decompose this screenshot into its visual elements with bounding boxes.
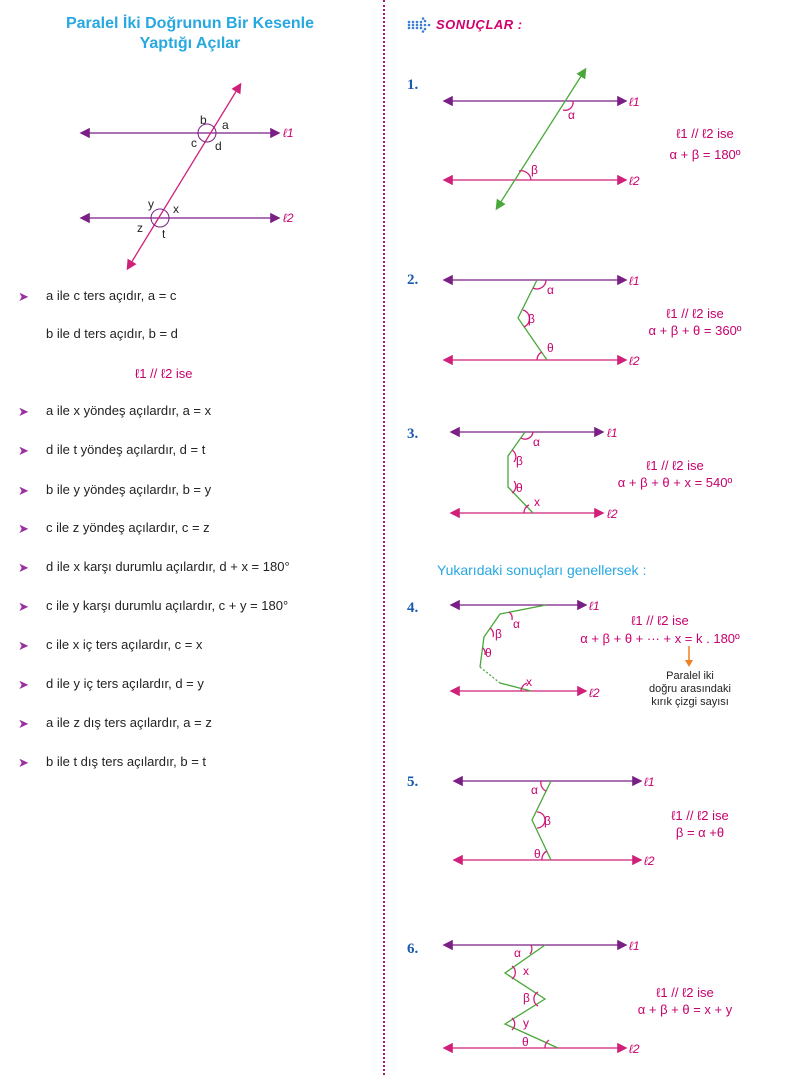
angle-label-c: c [191,136,197,150]
angle-label-z: z [137,221,143,235]
svg-text:θ: θ [485,646,492,660]
svg-text:β: β [531,163,538,177]
bullet-arrow-icon: ➤ [18,677,29,692]
svg-text:x: x [523,964,529,978]
angle-label-b: b [200,113,207,127]
result-6-equation: α + β + θ = x + y [637,1002,733,1017]
svg-text:ℓ1: ℓ1 [629,939,640,953]
result-number-6: 6. [407,941,419,957]
rule-text: b ile d ters açıdır, b = d [46,326,178,341]
diagram-3 [452,426,618,521]
angle-label-y: y [148,197,154,211]
rule-text: c ile z yöndeş açılardır, c = z [46,520,210,535]
svg-text:ℓ2: ℓ2 [607,507,618,521]
angle-label-x: x [173,202,179,216]
result-5-equation: β = α +θ [675,825,725,840]
rule-text: a ile z dış ters açılardır, a = z [46,715,212,730]
angle-label-d: d [215,139,222,153]
svg-text:y: y [523,1016,529,1030]
svg-text:β: β [544,814,551,828]
rule-text: d ile y iç ters açılardır, d = y [46,676,204,691]
svg-text:x: x [526,675,532,689]
note-line-3: kırık çizgi sayısı [651,696,729,708]
rule-text: b ile t dış ters açılardır, b = t [46,754,207,769]
svg-text:θ: θ [547,341,554,355]
rule-text: d ile x karşı durumlu açılardır, d + x = 180° [46,559,290,574]
rule-text: a ile c ters açıdır, a = c [46,288,177,303]
svg-text:α: α [547,283,554,297]
result-4-equation: α + β + θ + ··· + x = k . 180º [580,631,740,646]
angle-label-t: t [162,227,166,241]
title-line-2: Yaptığı Açılar [139,35,241,52]
result-1-equation: α + β = 180º [669,147,741,162]
svg-text:β: β [523,991,530,1005]
svg-text:θ: θ [534,847,541,861]
svg-text:θ: θ [516,481,523,495]
rule-text: c ile x iç ters açılardır, c = x [46,637,203,652]
diagram-4 [452,599,600,700]
svg-text:ℓ1: ℓ1 [607,426,618,440]
svg-text:ℓ1: ℓ1 [644,775,655,789]
result-3-condition: ℓ1 // ℓ2 ise [646,458,704,473]
title-line-1: Paralel İki Doğrunun Bir Kesenle [65,15,315,32]
bullet-arrow-icon: ➤ [18,638,29,653]
bullet-arrow-icon: ➤ [18,755,29,770]
diagram-5 [455,775,655,868]
generalize-text: Yukarıdaki sonuçları genellersek : [437,562,647,578]
svg-text:ℓ2: ℓ2 [589,686,600,700]
note-line-1: Paralel iki [666,670,714,682]
result-3-equation: α + β + θ + x = 540º [617,475,733,490]
sonuclar-heading: SONUÇLAR : [436,17,523,32]
svg-text:α: α [533,435,540,449]
result-number-3: 3. [407,426,419,442]
result-5-condition: ℓ1 // ℓ2 ise [671,808,729,823]
svg-text:β: β [516,454,523,468]
rule-text: b ile y yöndeş açılardır, b = y [46,482,212,497]
result-number-2: 2. [407,272,419,288]
bullet-arrow-icon: ➤ [18,560,29,575]
svg-text:β: β [528,312,535,326]
svg-text:ℓ2: ℓ2 [629,354,640,368]
svg-text:α: α [568,108,575,122]
svg-text:ℓ2: ℓ2 [629,174,640,188]
result-number-1: 1. [407,77,419,93]
rule-text: c ile y karşı durumlu açılardır, c + y = 180° [46,598,289,613]
svg-text:θ: θ [522,1035,529,1049]
svg-text:β: β [495,627,502,641]
result-number-4: 4. [407,600,419,616]
rule-text: ℓ1 // ℓ2 ise [135,366,193,381]
svg-text:ℓ2: ℓ2 [629,1042,640,1056]
bullet-arrow-icon: ➤ [18,443,29,458]
rule-text: d ile t yöndeş açılardır, d = t [46,442,206,457]
line-label-l2: ℓ2 [283,211,294,225]
angle-label-a: a [222,118,229,132]
bullet-arrow-icon: ➤ [18,521,29,536]
result-4-condition: ℓ1 // ℓ2 ise [631,613,689,628]
result-2-equation: α + β + θ = 360º [648,323,742,338]
result-2-condition: ℓ1 // ℓ2 ise [666,306,724,321]
bullet-arrow-icon: ➤ [18,599,29,614]
svg-text:ℓ1: ℓ1 [589,599,600,613]
svg-text:x: x [534,495,540,509]
bullet-arrow-icon: ➤ [18,716,29,731]
rule-text: a ile x yöndeş açılardır, a = x [46,403,212,418]
svg-text:α: α [513,617,520,631]
bullet-arrow-icon: ➤ [18,404,29,419]
result-6-condition: ℓ1 // ℓ2 ise [656,985,714,1000]
svg-text:α: α [514,946,521,960]
diagram-2 [445,274,640,368]
diagram-6 [445,939,640,1056]
note-line-2: doğru arasındaki [649,683,731,695]
svg-text:ℓ1: ℓ1 [629,274,640,288]
diagram-1 [445,70,640,208]
svg-text:ℓ1: ℓ1 [629,95,640,109]
line-label-l1: ℓ1 [283,126,294,140]
bullet-arrow-icon: ➤ [18,289,29,304]
result-1-condition: ℓ1 // ℓ2 ise [676,126,734,141]
result-number-5: 5. [407,774,419,790]
svg-text:ℓ2: ℓ2 [644,854,655,868]
svg-text:α: α [531,783,538,797]
bullet-arrow-icon: ➤ [18,483,29,498]
